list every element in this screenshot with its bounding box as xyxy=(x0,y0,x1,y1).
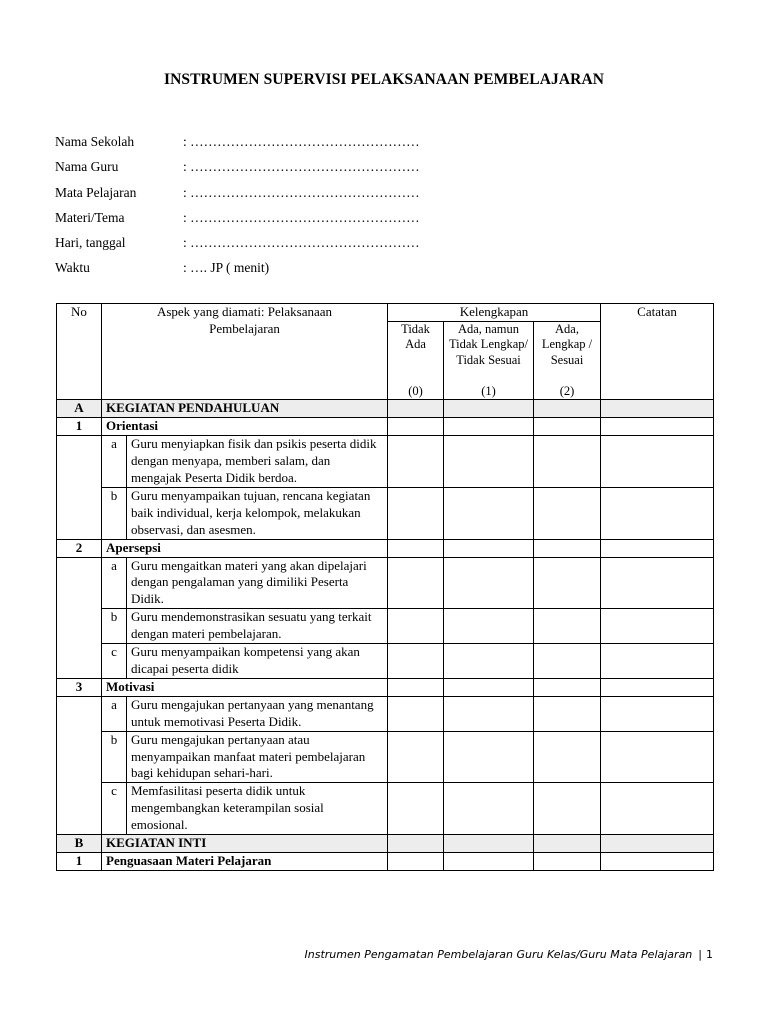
header-aspek: Aspek yang diamati: Pelaksanaan Pembelajaran xyxy=(102,304,388,400)
item-text: Guru menyampaikan tujuan, rencana kegiatan baik individual, kerja kelompok, melakukan observasi, dan asesmen. xyxy=(127,487,388,539)
footer-text: Instrumen Pengamatan Pembelajaran Guru Kelas/Guru Mata Pelajaran xyxy=(304,948,693,961)
score-cell[interactable] xyxy=(534,436,601,488)
empty-no-cell xyxy=(57,731,102,783)
catatan-cell[interactable] xyxy=(601,436,714,488)
score-cell[interactable] xyxy=(444,557,534,609)
item-letter: b xyxy=(102,731,127,783)
catatan-cell[interactable] xyxy=(601,400,714,418)
info-value: : …………………………………………… xyxy=(183,184,420,200)
catatan-cell[interactable] xyxy=(601,644,714,679)
catatan-cell[interactable] xyxy=(601,418,714,436)
supervision-table xyxy=(56,303,714,871)
subsection-label: Orientasi xyxy=(102,418,388,436)
info-label: Hari, tanggal xyxy=(55,235,126,251)
info-label: Nama Guru xyxy=(55,159,119,175)
catatan-cell[interactable] xyxy=(601,609,714,644)
item-text: Guru mengaitkan materi yang akan dipelajari dengan pengalaman yang dimiliki Peserta Didik. xyxy=(127,557,388,609)
item-row xyxy=(57,609,714,644)
catatan-cell[interactable] xyxy=(601,696,714,731)
score-cell[interactable] xyxy=(388,487,444,539)
ada-lengkap-label: Ada, Lengkap / Sesuai xyxy=(541,321,593,367)
footer-separator: | xyxy=(698,948,702,961)
score-2: (2) xyxy=(559,383,575,398)
header-catatan: Catatan xyxy=(601,304,714,400)
item-text: Guru menyampaikan kompetensi yang akan dicapai peserta didik xyxy=(127,644,388,679)
item-letter: b xyxy=(102,487,127,539)
score-cell[interactable] xyxy=(444,678,534,696)
header-tidak-ada xyxy=(388,321,444,400)
score-cell[interactable] xyxy=(534,400,601,418)
score-cell[interactable] xyxy=(388,783,444,835)
score-cell[interactable] xyxy=(444,696,534,731)
score-cell[interactable] xyxy=(388,557,444,609)
subsection-no: 1 xyxy=(57,418,102,436)
score-cell[interactable] xyxy=(388,418,444,436)
score-cell[interactable] xyxy=(388,539,444,557)
empty-no-cell xyxy=(57,557,102,609)
score-cell[interactable] xyxy=(444,487,534,539)
score-cell[interactable] xyxy=(444,436,534,488)
info-value: : …………………………………………… xyxy=(183,209,420,225)
section-row-a xyxy=(57,400,714,418)
score-cell[interactable] xyxy=(388,696,444,731)
item-row xyxy=(57,731,714,783)
subsection-row-apersepsi xyxy=(57,539,714,557)
tidak-ada-label: Tidak Ada xyxy=(401,321,430,352)
catatan-cell[interactable] xyxy=(601,852,714,870)
info-label: Nama Sekolah xyxy=(55,134,135,149)
score-cell[interactable] xyxy=(444,644,534,679)
section-label: KEGIATAN PENDAHULUAN xyxy=(102,400,388,418)
catatan-cell[interactable] xyxy=(601,678,714,696)
score-cell[interactable] xyxy=(534,557,601,609)
score-cell[interactable] xyxy=(444,609,534,644)
catatan-cell[interactable] xyxy=(601,783,714,835)
section-no: A xyxy=(57,400,102,418)
score-cell[interactable] xyxy=(534,783,601,835)
item-letter: c xyxy=(102,644,127,679)
header-ada-namun xyxy=(444,321,534,400)
empty-no-cell xyxy=(57,783,102,835)
score-cell[interactable] xyxy=(444,852,534,870)
score-cell[interactable] xyxy=(444,783,534,835)
score-cell[interactable] xyxy=(388,644,444,679)
catatan-cell[interactable] xyxy=(601,731,714,783)
info-label: Mata Pelajaran xyxy=(55,184,137,200)
page-footer xyxy=(305,948,714,961)
score-cell[interactable] xyxy=(388,609,444,644)
subsection-row-motivasi xyxy=(57,678,714,696)
score-cell[interactable] xyxy=(388,400,444,418)
header-row-top xyxy=(57,304,714,322)
item-row xyxy=(57,436,714,488)
info-value: : …. JP ( menit) xyxy=(183,260,270,276)
info-label: Materi/Tema xyxy=(55,209,125,225)
score-0: (0) xyxy=(408,383,423,398)
score-cell[interactable] xyxy=(534,644,601,679)
subsection-no: 1 xyxy=(57,852,102,870)
item-text: Guru menyiapkan fisik dan psikis peserta didik dengan menyapa, memberi salam, dan mengajak Peserta Didik berdoa. xyxy=(127,436,388,488)
score-cell[interactable] xyxy=(388,436,444,488)
info-value: : …………………………………………… xyxy=(183,159,420,175)
item-text: Guru mengajukan pertanyaan yang menantang untuk memotivasi Peserta Didik. xyxy=(127,696,388,731)
subsection-label: Penguasaan Materi Pelajaran xyxy=(102,852,388,870)
header-kelengkapan: Kelengkapan xyxy=(388,304,601,322)
info-value: : …………………………………………… xyxy=(183,235,420,251)
score-cell[interactable] xyxy=(534,731,601,783)
item-letter: c xyxy=(102,783,127,835)
item-row xyxy=(57,696,714,731)
empty-no-cell xyxy=(57,696,102,731)
score-cell[interactable] xyxy=(534,418,601,436)
subsection-no: 2 xyxy=(57,539,102,557)
empty-no-cell xyxy=(57,436,102,488)
score-cell[interactable] xyxy=(534,678,601,696)
score-cell[interactable] xyxy=(444,539,534,557)
item-row xyxy=(57,487,714,539)
empty-no-cell xyxy=(57,609,102,644)
score-cell[interactable] xyxy=(534,539,601,557)
empty-no-cell xyxy=(57,644,102,679)
score-cell[interactable] xyxy=(388,731,444,783)
score-cell[interactable] xyxy=(534,852,601,870)
catatan-cell[interactable] xyxy=(601,487,714,539)
score-cell[interactable] xyxy=(388,678,444,696)
subsection-label: Apersepsi xyxy=(102,539,388,557)
header-no: No xyxy=(57,304,102,400)
item-letter: a xyxy=(102,436,127,488)
score-cell[interactable] xyxy=(444,400,534,418)
item-text: Memfasilitasi peserta didik untuk mengembangkan keterampilan sosial emosional. xyxy=(127,783,388,835)
score-cell[interactable] xyxy=(534,609,601,644)
empty-no-cell xyxy=(57,487,102,539)
item-letter: a xyxy=(102,557,127,609)
item-text: Guru mengajukan pertanyaan atau menyampaikan manfaat materi pembelajaran bagi kehidupan sehari-hari. xyxy=(127,731,388,783)
score-cell[interactable] xyxy=(388,852,444,870)
score-cell[interactable] xyxy=(388,835,444,853)
subsection-no: 3 xyxy=(57,678,102,696)
document-title: INSTRUMEN SUPERVISI PELAKSANAAN PEMBELAJARAN xyxy=(163,71,605,88)
info-label: Waktu xyxy=(55,260,90,276)
subsection-row-orientasi xyxy=(57,418,714,436)
page-number: 1 xyxy=(706,948,713,961)
section-no: B xyxy=(57,835,102,853)
ada-namun-label: Ada, namun Tidak Lengkap/ Tidak Sesuai xyxy=(448,321,529,367)
header-ada-lengkap xyxy=(534,321,601,400)
score-cell[interactable] xyxy=(444,835,534,853)
score-1: (1) xyxy=(481,383,496,398)
item-text: Guru mendemonstrasikan sesuatu yang terkait dengan materi pembelajaran. xyxy=(127,609,388,644)
item-row xyxy=(57,783,714,835)
subsection-label: Motivasi xyxy=(102,678,388,696)
info-value: : …………………………………………… xyxy=(183,134,420,149)
item-letter: b xyxy=(102,609,127,644)
score-cell[interactable] xyxy=(444,731,534,783)
item-row xyxy=(57,557,714,609)
score-cell[interactable] xyxy=(534,487,601,539)
item-letter: a xyxy=(102,696,127,731)
section-label: KEGIATAN INTI xyxy=(102,835,388,853)
catatan-cell[interactable] xyxy=(601,835,714,853)
score-cell[interactable] xyxy=(534,835,601,853)
section-row-b xyxy=(57,835,714,853)
score-cell[interactable] xyxy=(534,696,601,731)
subsection-row-penguasaan xyxy=(57,852,714,870)
catatan-cell[interactable] xyxy=(601,539,714,557)
score-cell[interactable] xyxy=(444,418,534,436)
catatan-cell[interactable] xyxy=(601,557,714,609)
item-row xyxy=(57,644,714,679)
